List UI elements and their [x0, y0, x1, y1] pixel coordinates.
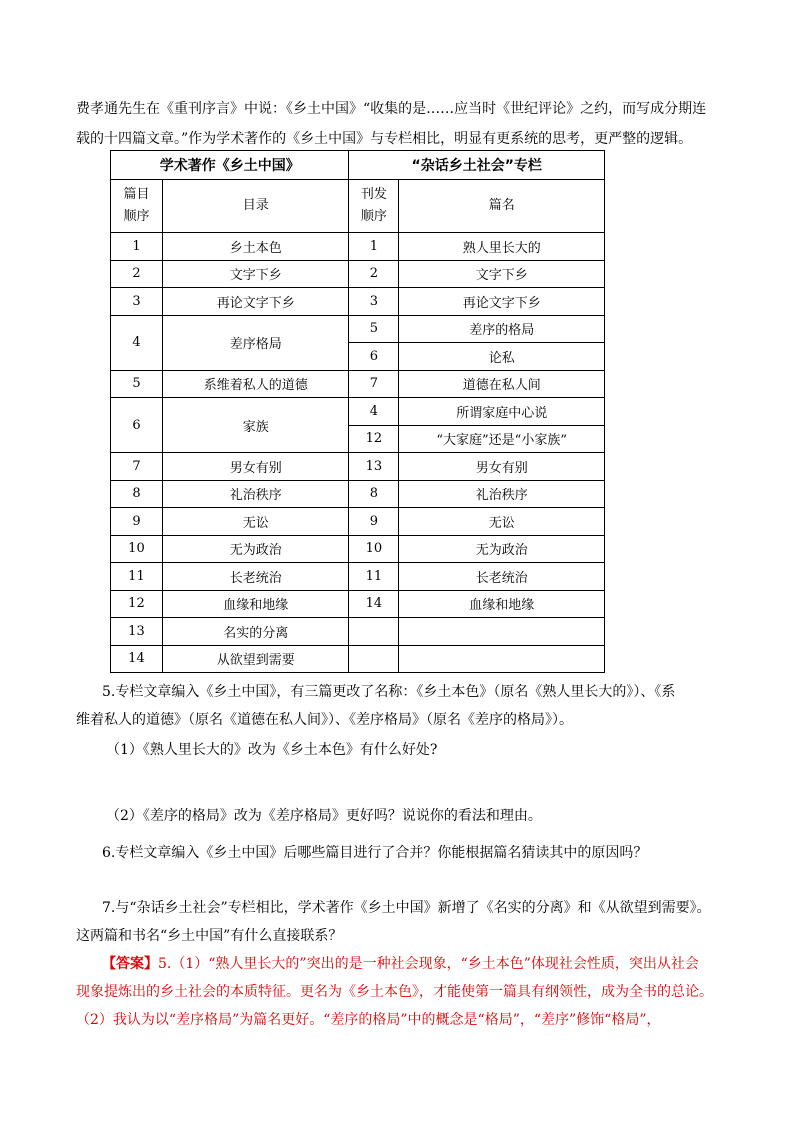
right-order-cell [349, 618, 399, 646]
right-title-cell: 所谓家庭中心说 [399, 398, 605, 426]
left-order-cell: 1 [111, 233, 163, 261]
left-order-cell: 9 [111, 508, 163, 536]
right-order-cell: 12 [349, 425, 399, 453]
table-row [111, 618, 605, 646]
right-title-cell: 无讼 [399, 508, 605, 536]
left-order-cell: 14 [111, 645, 163, 673]
intro-line-1: 费孝通先生在《重刊序言》中说：《乡土中国》“收集的是……应当时《世纪评论》之约，而写成分期连 [76, 101, 707, 117]
answer-tag: 【答案】 [102, 956, 158, 972]
right-title-cell: 熟人里长大的 [399, 233, 605, 261]
answer-line-2: 现象提炼出的乡土社会的本质特征。更名为《乡土本色》，才能使第一篇具有纲领性，成为全书的总论。 [76, 984, 713, 1000]
left-contents-cell: 长老统治 [162, 563, 349, 591]
right-order-cell: 7 [349, 370, 399, 398]
left-contents-cell: 差序格局 [162, 315, 349, 370]
left-contents-cell: 文字下乡 [162, 260, 349, 288]
right-order-cell: 5 [349, 315, 399, 343]
right-title-cell: “大家庭”还是“小家族” [399, 425, 605, 453]
left-order-cell: 5 [111, 370, 163, 398]
left-table-title: 学术著作《乡土中国》 [111, 151, 349, 180]
table-row [111, 508, 605, 536]
left-order-cell: 7 [111, 453, 163, 481]
right-order-cell: 2 [349, 260, 399, 288]
left-order-cell: 6 [111, 398, 163, 453]
right-order-cell: 11 [349, 563, 399, 591]
table-title-row [111, 151, 605, 180]
right-table-title: “杂话乡土社会”专栏 [349, 151, 605, 180]
right-title-cell [399, 618, 605, 646]
right-order-header-line-1: 刊发 [360, 187, 387, 202]
table-row [111, 233, 605, 261]
right-title-cell: 礼治秩序 [399, 480, 605, 508]
table-row [111, 480, 605, 508]
q5-sub-2: （2）《差序的格局》改为《差序格局》更好吗？说说你的看法和理由。 [106, 808, 542, 824]
right-title-cell: 无为政治 [399, 535, 605, 563]
question-5 [76, 678, 726, 830]
right-title-cell: 文字下乡 [399, 260, 605, 288]
right-order-cell: 8 [349, 480, 399, 508]
q5-line-1: 5.专栏文章编入《乡土中国》，有三篇更改了名称：《乡土本色》（原名《熟人里长大的》）、《系 [102, 684, 676, 700]
left-order-header-line-2: 顺序 [123, 209, 150, 224]
intro-line-2: 载的十四篇文章。”作为学术著作的《乡土中国》与专栏相比，明显有更系统的思考，更严整的逻辑。 [76, 131, 693, 147]
right-title-cell: 长老统治 [399, 563, 605, 591]
left-contents-cell: 乡土本色 [162, 233, 349, 261]
left-contents-cell: 名实的分离 [162, 618, 349, 646]
left-contents-cell: 家族 [162, 398, 349, 453]
left-contents-cell: 无讼 [162, 508, 349, 536]
comparison-table [110, 150, 605, 673]
right-order-cell: 4 [349, 398, 399, 426]
table-row [111, 535, 605, 563]
right-title-cell: 差序的格局 [399, 315, 605, 343]
answer-block [76, 950, 726, 1034]
right-order-cell: 3 [349, 288, 399, 316]
question-7 [76, 894, 726, 950]
right-order-header [349, 180, 399, 233]
right-title-cell [399, 645, 605, 673]
table-row [111, 563, 605, 591]
table-row [111, 370, 605, 398]
table-row [111, 315, 605, 343]
answer-line-1-text: 5.（1）“熟人里长大的”突出的是一种社会现象，“乡土本色”体现社会性质，突出从社会 [158, 956, 699, 972]
right-order-cell [349, 645, 399, 673]
answer-line-1 [76, 950, 726, 978]
answer-line-3: （2）我认为以“差序格局”为篇名更好。“差序的格局”中的概念是“格局”，“差序”修饰“格局”， [76, 1012, 661, 1028]
left-contents-cell: 礼治秩序 [162, 480, 349, 508]
q7-line-1: 7.与“杂话乡土社会”专栏相比，学术著作《乡土中国》新增了《名实的分离》和《从欲望到需要》。 [102, 900, 711, 916]
left-order-cell: 4 [111, 315, 163, 370]
left-order-cell: 2 [111, 260, 163, 288]
right-order-cell: 6 [349, 343, 399, 371]
left-order-cell: 10 [111, 535, 163, 563]
right-title-cell: 男女有别 [399, 453, 605, 481]
left-order-cell: 3 [111, 288, 163, 316]
right-title-header: 篇名 [399, 180, 605, 233]
left-order-header-line-1: 篇目 [123, 187, 150, 202]
left-contents-cell: 再论文字下乡 [162, 288, 349, 316]
right-order-header-line-2: 顺序 [360, 209, 387, 224]
q5-sub-1: （1）《熟人里长大的》改为《乡土本色》有什么好处? [106, 742, 438, 758]
right-title-cell: 再论文字下乡 [399, 288, 605, 316]
right-order-cell: 13 [349, 453, 399, 481]
left-order-cell: 12 [111, 590, 163, 618]
right-title-cell: 道德在私人间 [399, 370, 605, 398]
q6-line: 6.专栏文章编入《乡土中国》后哪些篇目进行了合并？你能根据篇名猜读其中的原因吗？ [102, 845, 648, 861]
left-order-cell: 13 [111, 618, 163, 646]
right-order-cell: 1 [349, 233, 399, 261]
right-order-cell: 9 [349, 508, 399, 536]
right-order-cell: 14 [349, 590, 399, 618]
right-title-cell: 血缘和地缘 [399, 590, 605, 618]
table-row [111, 453, 605, 481]
left-contents-cell: 无为政治 [162, 535, 349, 563]
table-row [111, 645, 605, 673]
left-contents-cell: 系维着私人的道德 [162, 370, 349, 398]
left-order-cell: 11 [111, 563, 163, 591]
left-contents-cell: 血缘和地缘 [162, 590, 349, 618]
q7-line-2: 这两篇和书名“乡土中国”有什么直接联系？ [76, 928, 343, 944]
left-contents-cell: 男女有别 [162, 453, 349, 481]
left-order-header [111, 180, 163, 233]
right-title-cell: 论私 [399, 343, 605, 371]
left-contents-cell: 从欲望到需要 [162, 645, 349, 673]
left-contents-header: 目录 [162, 180, 349, 233]
right-order-cell: 10 [349, 535, 399, 563]
table-row [111, 288, 605, 316]
table-row [111, 590, 605, 618]
question-6 [76, 839, 726, 867]
left-order-cell: 8 [111, 480, 163, 508]
table-header-row [111, 180, 605, 233]
q5-line-2: 维着私人的道德》（原名《道德在私人间》）、《差序格局》（原名《差序的格局》）。 [76, 712, 573, 728]
intro-paragraph [76, 94, 716, 154]
table-row [111, 260, 605, 288]
table-row [111, 398, 605, 426]
